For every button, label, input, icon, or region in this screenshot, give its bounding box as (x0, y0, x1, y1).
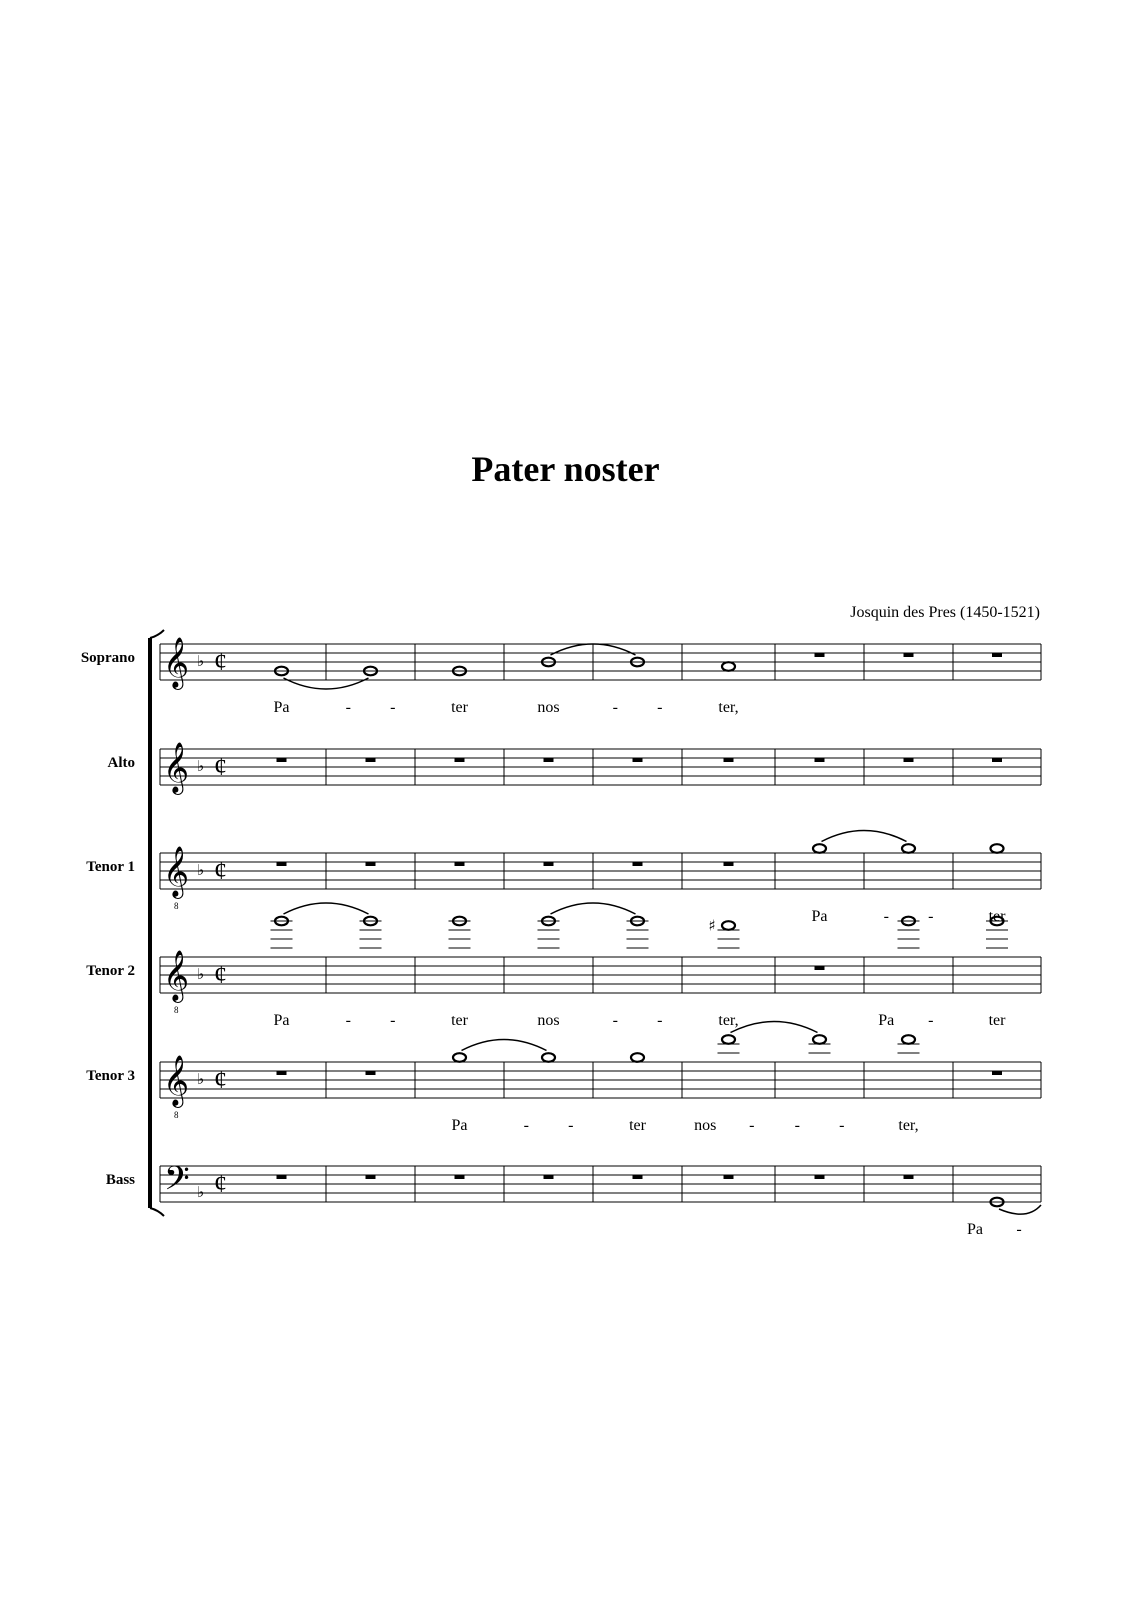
whole-rest-icon (815, 758, 825, 762)
treble-clef-icon: 𝄞 (163, 742, 190, 793)
whole-note (722, 1035, 735, 1044)
whole-note (722, 921, 735, 930)
whole-rest-icon (904, 758, 914, 762)
flat-key-signature-icon: ♭ (197, 652, 205, 670)
cut-time-icon: ¢ (214, 960, 227, 989)
whole-rest-icon (366, 862, 376, 866)
lyric-syllable: Pa (811, 908, 828, 925)
lyric-syllable: nos (537, 1012, 560, 1029)
flat-key-signature-icon: ♭ (197, 757, 205, 775)
whole-note (902, 1035, 915, 1044)
lyric-hyphen: - (612, 699, 618, 716)
lyric-hyphen: - (568, 1117, 574, 1134)
octave-eight-mark: 8 (174, 901, 179, 911)
whole-note (542, 1053, 555, 1062)
composer-credit: Josquin des Pres (1450-1521) (850, 604, 1040, 621)
whole-rest-icon (724, 862, 734, 866)
lyric-hyphen: - (523, 1117, 529, 1134)
part-label-alto: Alto (107, 755, 135, 771)
lyric-hyphen: - (390, 699, 396, 716)
octave-eight-mark: 8 (174, 1005, 179, 1015)
whole-note (722, 662, 735, 671)
whole-rest-icon (455, 862, 465, 866)
whole-rest-icon (815, 653, 825, 657)
whole-note (813, 1035, 826, 1044)
lyric-hyphen: - (657, 1012, 663, 1029)
lyric-hyphen: - (612, 1012, 618, 1029)
lyric-hyphen: - (928, 908, 934, 925)
flat-key-signature-icon: ♭ (197, 1183, 205, 1201)
flat-key-signature-icon: ♭ (197, 965, 205, 983)
whole-rest-icon (277, 758, 287, 762)
whole-rest-icon (815, 1175, 825, 1179)
part-label-tenor-1: Tenor 1 (86, 859, 135, 875)
lyric-syllable: ter (988, 1012, 1006, 1029)
whole-rest-icon (633, 1175, 643, 1179)
whole-rest-icon (904, 1175, 914, 1179)
lyric-hyphen: - (749, 1117, 755, 1134)
whole-rest-icon (724, 758, 734, 762)
whole-rest-icon (633, 758, 643, 762)
bracket-top-hook (150, 630, 164, 638)
lyric-syllable: Pa (451, 1117, 468, 1134)
lyric-syllable: ter (451, 699, 468, 716)
whole-rest-icon (815, 966, 825, 970)
whole-rest-icon (992, 1071, 1002, 1075)
score-title: Pater noster (471, 449, 660, 489)
flat-key-signature-icon: ♭ (197, 861, 205, 879)
whole-note (631, 1053, 644, 1062)
lyric-syllable: ter (629, 1117, 646, 1134)
whole-rest-icon (455, 1175, 465, 1179)
whole-note (991, 844, 1004, 853)
whole-rest-icon (277, 862, 287, 866)
tie (284, 903, 369, 914)
lyric-hyphen: - (928, 1012, 934, 1029)
whole-rest-icon (277, 1175, 287, 1179)
whole-rest-icon (544, 758, 554, 762)
whole-rest-icon (366, 1071, 376, 1075)
whole-note (813, 844, 826, 853)
whole-note (453, 1053, 466, 1062)
cut-time-icon: ¢ (214, 1169, 227, 1198)
bracket-bottom-hook (150, 1208, 164, 1216)
flat-key-signature-icon: ♭ (197, 1070, 205, 1088)
tie (551, 903, 636, 914)
whole-rest-icon (277, 1071, 287, 1075)
whole-rest-icon (992, 758, 1002, 762)
lyric-syllable: ter (451, 1012, 468, 1029)
whole-rest-icon (992, 653, 1002, 657)
part-label-tenor-2: Tenor 2 (86, 963, 135, 979)
lyric-syllable: ter, (898, 1117, 919, 1134)
part-label-bass: Bass (105, 1172, 135, 1188)
lyric-syllable: nos (694, 1117, 717, 1134)
tie (731, 1022, 818, 1033)
lyric-syllable: nos (537, 699, 560, 716)
cut-time-icon: ¢ (214, 856, 227, 885)
lyric-hyphen: - (883, 908, 889, 925)
tie (999, 1205, 1041, 1214)
whole-rest-icon (904, 653, 914, 657)
cut-time-icon: ¢ (214, 1065, 227, 1094)
whole-rest-icon (544, 1175, 554, 1179)
lyric-hyphen: - (345, 699, 351, 716)
octave-eight-mark: 8 (174, 1110, 179, 1120)
lyric-syllable: ter (988, 908, 1006, 925)
part-label-tenor-3: Tenor 3 (86, 1068, 135, 1084)
treble-clef-icon: 𝄞 (163, 950, 190, 1001)
lyric-syllable: Pa (273, 699, 290, 716)
treble-clef-icon: 𝄞 (163, 846, 190, 897)
cut-time-icon: ¢ (214, 647, 227, 676)
lyric-syllable: ter, (718, 699, 739, 716)
lyric-syllable: Pa (967, 1221, 983, 1238)
cut-time-icon: ¢ (214, 752, 227, 781)
whole-rest-icon (544, 862, 554, 866)
lyric-syllable: Pa (878, 1012, 895, 1029)
lyric-hyphen: - (345, 1012, 351, 1029)
treble-clef-icon: 𝄞 (163, 637, 190, 688)
whole-rest-icon (455, 758, 465, 762)
lyric-hyphen: - (839, 1117, 845, 1134)
whole-rest-icon (366, 758, 376, 762)
whole-rest-icon (366, 1175, 376, 1179)
lyric-hyphen: - (390, 1012, 396, 1029)
lyric-syllable: Pa (273, 1012, 290, 1029)
whole-rest-icon (724, 1175, 734, 1179)
lyric-hyphen: - (794, 1117, 800, 1134)
whole-rest-icon (633, 862, 643, 866)
lyric-hyphen: - (1016, 1221, 1022, 1238)
bass-clef-icon: 𝄢 (164, 1160, 190, 1206)
lyric-syllable: ter, (718, 1012, 739, 1029)
lyric-hyphen: - (657, 699, 663, 716)
tie (462, 1040, 547, 1051)
tie (822, 831, 907, 842)
treble-clef-icon: 𝄞 (163, 1055, 190, 1106)
sharp-icon: ♯ (708, 916, 716, 935)
part-label-soprano: Soprano (80, 650, 135, 666)
whole-note (902, 844, 915, 853)
